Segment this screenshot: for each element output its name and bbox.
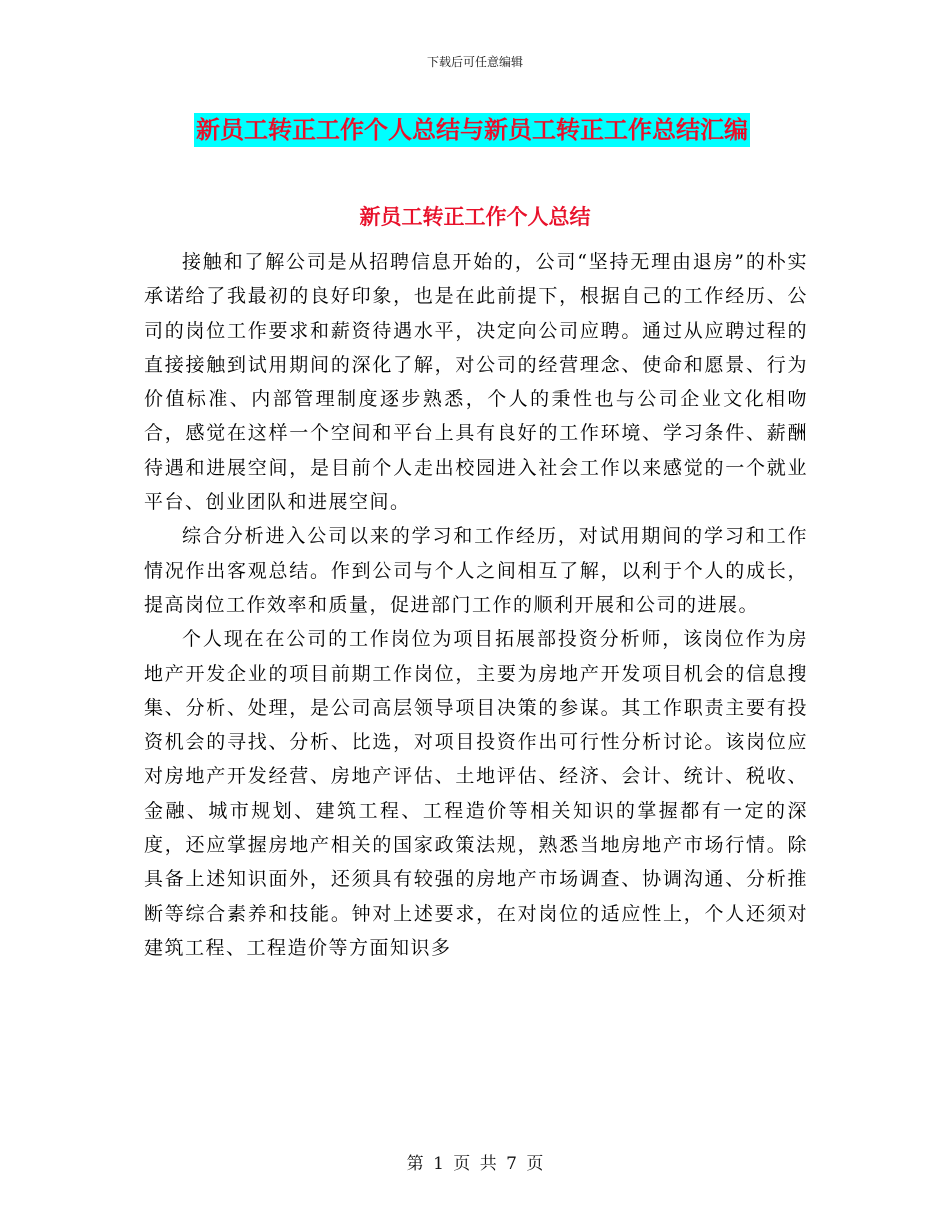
section-title: 新员工转正工作个人总结	[359, 204, 591, 229]
document-title: 新员工转正工作个人总结与新员工转正工作总结汇编	[194, 113, 750, 147]
body-paragraph: 个人现在在公司的工作岗位为项目拓展部投资分析师，该岗位作为房地产开发企业的项目前期工作岗位，主要为房地产开发项目机会的信息搜集、分析、处理，是公司高层领导项目决策的参谋。其工作职责主要有投资机会的寻找、分析、比选，对项目投资作出可行性分析讨论。该岗位应对房地产开发经营、房地产评估、土地评估、经济、会计、统计、税收、金融、城市规划、建筑工程、工程造价等相关知识的掌握都有一定的深度，还应掌握房地产相关的国家政策法规，熟悉当地房地产市场行情。除具备上述知识面外，还须具有较强的房地产市场调查、协调沟通、分析推断等综合素养和技能。钟对上述要求，在对岗位的适应性上，个人还须对建筑工程、工程造价等方面知识多	[144, 628, 808, 959]
page-header-note: 下载后可任意编辑	[426, 55, 523, 69]
page-number-footer: 第 1 页 共 7 页	[406, 1154, 544, 1174]
body-paragraph: 接触和了解公司是从招聘信息开始的，公司“坚持无理由退房”的朴实承诺给了我最初的良好印象，也是在此前提下，根据自己的工作经历、公司的岗位工作要求和薪资待遇水平，决定向公司应聘。通过从应聘过程的直接接触到试用期间的深化了解，对公司的经营理念、使命和愿景、行为价值标准、内部管理制度逐步熟悉，个人的秉性也与公司企业文化相吻合，感觉在这样一个空间和平台上具有良好的工作环境、学习条件、薪酬待遇和进展空间，是目前个人走出校园进入社会工作以来感觉的一个就业平台、创业团队和进展空间。	[144, 251, 808, 514]
document-body	[144, 245, 808, 965]
body-paragraph: 综合分析进入公司以来的学习和工作经历，对试用期间的学习和工作情况作出客观总结。作到公司与个人之间相互了解，以利于个人的成长，提高岗位工作效率和质量，促进部门工作的顺利开展和公司的进展。	[144, 525, 808, 616]
